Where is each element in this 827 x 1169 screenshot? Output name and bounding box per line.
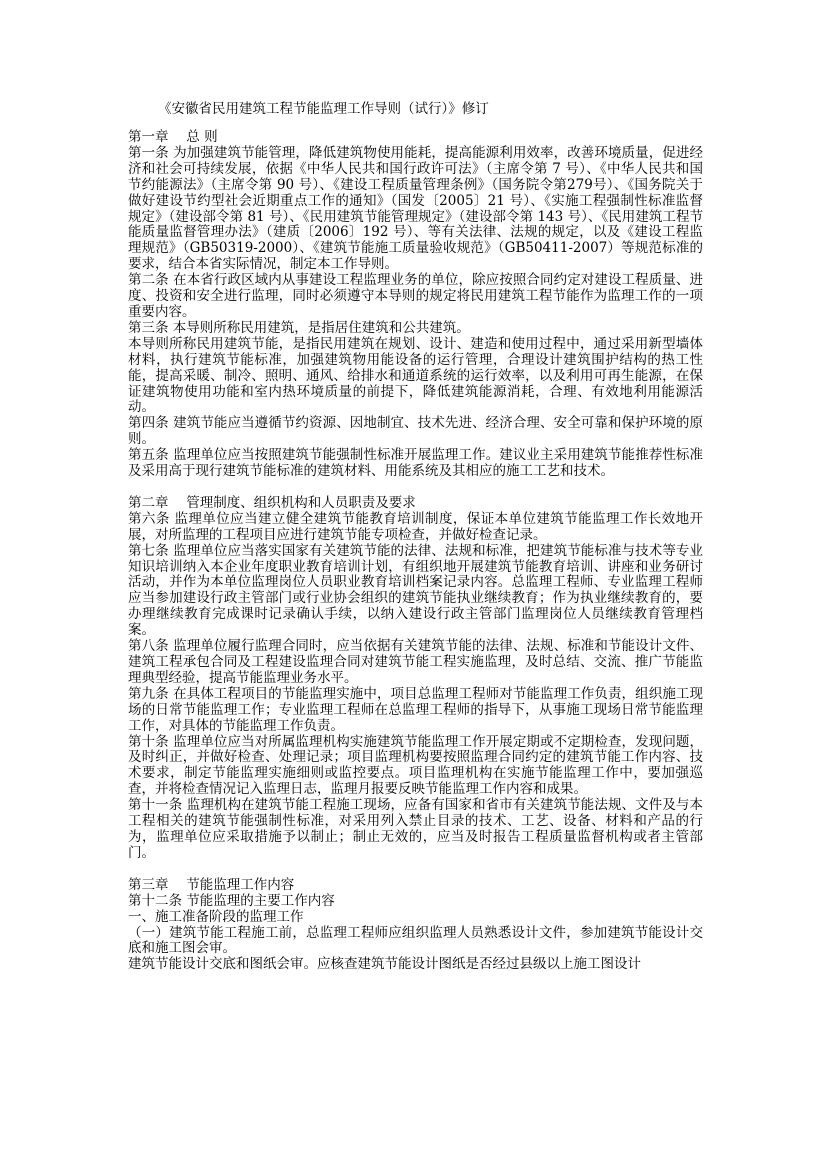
article-8: 第八条 监理单位履行监理合同时，应当依据有关建筑节能的法律、法规、标准和节能设计文件、建筑工程承包合同及工程建设监理合同对建筑节能工程实施监理，及时总结、交流、推广节能监理典型经验，提高节能监理业务水平。 xyxy=(128,638,703,686)
chapter-heading: 第二章 管理制度、组织机构和人员职责及要求 xyxy=(128,494,416,511)
article-9: 第九条 在具体工程项目的节能监理实施中，项目总监理工程师对节能监理工作负责，组织施工现场的日常节能监理工作；专业监理工程师在总监理工程师的指导下，从事施工现场日常节能监理工作，对具体的节能监理工作负责。 xyxy=(128,685,703,734)
article-3: 第三条 本导则所称民用建筑，是指居住建筑和公共建筑。 xyxy=(128,319,470,336)
article-7: 第七条 监理单位应当落实国家有关建筑节能的法律、法规和标准，把建筑节能标准与技术等专业知识培训纳入本企业年度职业教育培训计划，有组织地开展建筑节能教育培训、讲座和业务研讨活动，并作为本单位监理岗位人员职业教育培训档案记录内容。总监理工程师、专业监理工程师应当参加建设行政主管部门或行业协会组织的建筑节能执业继续教育；作为执业继续教育的，要办理继续教育完成课时记录确认手续，以纳入建设行政主管部门监理岗位人员继续教育管理档案。 xyxy=(128,542,703,639)
section-heading: 一、施工准备阶段的监理工作 xyxy=(128,908,304,925)
list-item: （一）建筑节能工程施工前，总监理工程师应组织监理人员熟悉设计文件，参加建筑节能设计交底和施工图会审。 xyxy=(128,924,703,957)
section-gap xyxy=(128,862,703,878)
article-12: 第十二条 节能监理的主要工作内容 xyxy=(128,892,335,909)
document-body xyxy=(128,130,703,973)
article-1: 第一条 为加强建筑节能管理，降低建筑物使用能耗，提高能源利用效率，改善环境质量，促进经济和社会可持续发展，依据《中华人民共和国行政许可法》（主席令第 7 号）、《中华人民共和国节约能源法》（主席令第 90 号）、《建设工程质量管理条例》（国务院令第279号）、《国务院关于做好建设节约型社会近期重点工作的通知》（国发〔2005〕21 号）、《实施工程强制性标准监督规定》（建设部令第 81 号）、《民用建筑节能管理规定》（建设部令第 143 号）、《民用建筑工程节能质量监督管理办法》（建质〔2006〕192 号）、等有关法律、法规的规定，以及《建设工程监理规范》（GB50319-2000）、《建筑节能施工质量验收规范》（GB50411-2007）等规范标准的要求，结合本省实际情况，制定本工作导则。 xyxy=(128,144,703,273)
article-10: 第十条 监理单位应当对所属监理机构实施建筑节能监理工作开展定期或不定期检查，发现问题，及时纠正，并做好检查、处理记录；项目监理机构要按照监理合同约定的建筑节能工作内容、技术要求，制定节能监理实施细则或监控要点。项目监理机构在实施节能监理工作中，要加强巡查，并将检查情况记入监理日志，监理月报要反映节能监理工作内容和成果。 xyxy=(128,733,703,798)
chapter-heading: 第三章 节能监理工作内容 xyxy=(128,876,295,893)
article-2: 第二条 在本省行政区域内从事建设工程监理业务的单位，除应按照合同约定对建设工程质量、进度、投资和安全进行监理，同时必须遵守本导则的规定将民用建筑工程节能作为监理工作的一项重要内容。 xyxy=(128,272,703,320)
article-5: 第五条 监理单位应当按照建筑节能强制性标准开展监理工作。建议业主采用建筑节能推荐性标准及采用高于现行建筑节能标准的建筑材料、用能系统及其相应的施工工艺和技术。 xyxy=(128,447,703,480)
section-gap xyxy=(128,480,703,496)
chapter-heading: 第一章 总 则 xyxy=(128,129,218,145)
document-title: 《安徽省民用建筑工程节能监理工作导则（试行）》修订 xyxy=(158,101,489,117)
article-6: 第六条 监理单位应当建立健全建筑节能教育培训制度，保证本单位建筑节能监理工作长效地开展，对所监理的工程项目应进行建筑节能专项检查，并做好检查记录。 xyxy=(128,510,703,543)
paragraph: 建筑节能设计交底和图纸会审。应核查建筑节能设计图纸是否经过县级以上施工图设计 xyxy=(128,956,641,973)
article-4: 第四条 建筑节能应当遵循节约资源、因地制宜、技术先进、经济合理、安全可靠和保护环境的原则。 xyxy=(128,415,703,448)
article-3-definition: 本导则所称民用建筑节能，是指民用建筑在规划、设计、建造和使用过程中，通过采用新型墙体材料，执行建筑节能标准，加强建筑物用能设备的运行管理，合理设计建筑围护结构的热工性能，提高采暖、制冷、照明、通风、给排水和通道系统的运行效率，以及利用可再生能源，在保证建筑物使用功能和室内热环境质量的前提下，降低建筑能源消耗，合理、有效地利用能源活动。 xyxy=(128,335,703,416)
article-11: 第十一条 监理机构在建筑节能工程施工现场，应备有国家和省市有关建筑节能法规、文件及与本工程相关的建筑节能强制性标准，对采用列入禁止目录的技术、工艺、设备、材料和产品的行为，监理单位应采取措施予以制止；制止无效的，应当及时报告工程质量监督机构或者主管部门。 xyxy=(128,797,703,861)
